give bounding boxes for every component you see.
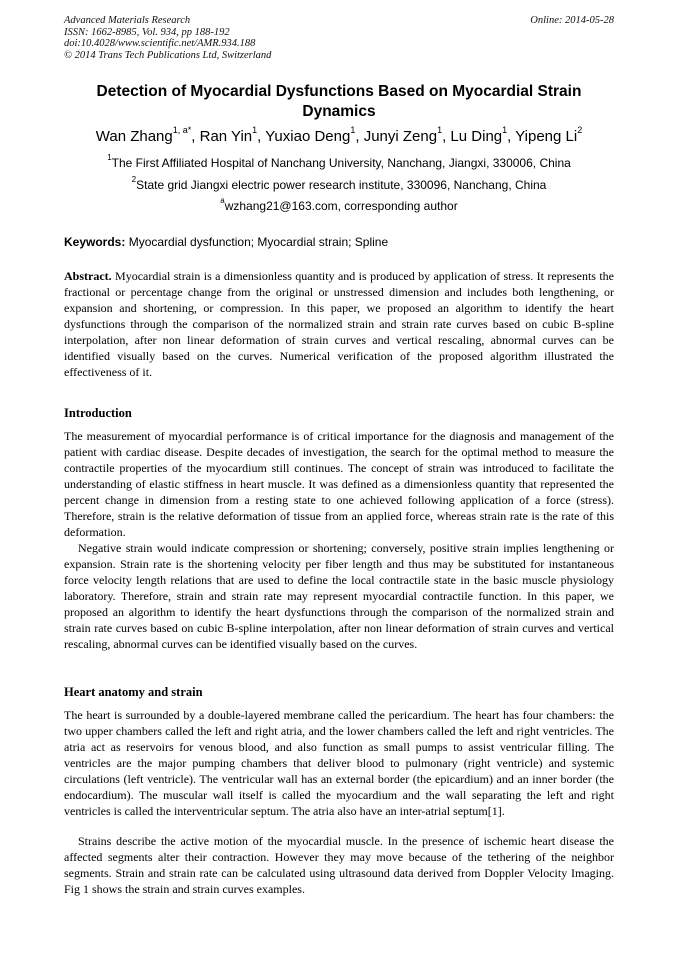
author-sup: 2	[577, 125, 583, 135]
intro-paragraph-2: Negative strain would indicate compression or shortening; conversely, positive strain implies lengthening or expansion. Strain rate is the shortening velocity per fiber length and thus may be substituted for instantaneous force velocity length relations that are used to define the local contractile state in the basic muscle physiology laboratory. Therefore, strain and strain rate may represent myocardial contractile function. In this paper, we proposed an algorithm to identify the heart dysfunctions through the comparison of the normalized strain and strain rate curves based on cubic B-spline interpolation, after non linear deformation of strain curves and vertical rescaling, abnormal curves can be identified visually based on the curves.	[64, 541, 614, 651]
affiliation-sup: 2	[131, 175, 137, 184]
keywords	[64, 235, 614, 249]
affiliation-text: The First Affiliated Hospital of Nanchang University, Nanchang, Jiangxi, 330006, China	[111, 156, 571, 170]
affiliation-text: wzhang21@163.com, corresponding author	[224, 199, 458, 213]
abstract-label: Abstract.	[64, 269, 112, 283]
keywords-label: Keywords:	[64, 235, 126, 249]
keywords-text: Myocardial dysfunction; Myocardial strain; Spline	[128, 235, 389, 249]
affiliation-sup: a	[220, 196, 225, 205]
author-name: Junyi Zeng	[363, 128, 438, 145]
author-name: Ran Yin	[199, 128, 253, 145]
anatomy-paragraph-2: Strains describe the active motion of the myocardial muscle. In the presence of ischemic heart disease the affected segments alter their contraction. However they may move because of the tethering of the neighbor segments. Strain and strain rate can be calculated using ultrasound data derived from Doppler Velocity Imaging. Fig 1 shows the strain and strain curves examples.	[64, 834, 614, 896]
section-heading-anatomy: Heart anatomy and strain	[64, 685, 203, 699]
anatomy-paragraph-1: The heart is surrounded by a double-layered membrane called the pericardium. The heart has four chambers: the two upper chambers called the left and right atria, and the lower chambers called the left and right ventricles. The atria act as reservoirs for venous blood, and also function as small pumps to assist ventricular filling. The ventricles are the major pumping chambers that deliver blood to pulmonary (right ventricle) and systemic circulations (left ventricle). The ventricular wall has an external border (the epicardium) and an inner border (the endocardium). The muscular wall itself is called the myocardium and the wall separating the left and right ventricles is called the interventricular septum. The atria also have an inter-atrial septum[1].	[64, 708, 614, 818]
author-sup: 1, a*	[172, 125, 192, 135]
author-name: Yuxiao Deng	[265, 128, 351, 145]
affiliation-1	[40, 153, 638, 170]
abstract-text: Myocardial strain is a dimensionless quantity and is produced by application of stress. It represents the fractional or percentage change from the original or unstressed dimension and includes both lengthening, or expansion and shortening, or compression. In this paper, we proposed an algorithm to identify the heart dysfunctions through the comparison of the normalized strain and strain rate curves based on cubic B-spline interpolation, after non linear deformation of strain curves and vertical rescaling, abnormal curves can be identified visually based on the curves. Numerical verification of the proposed algorithm illustrated the effectiveness of it.	[64, 269, 615, 379]
author-sup: 1	[437, 125, 443, 135]
online-date: Online: 2014-05-28	[530, 15, 614, 26]
affiliation-sup: 1	[107, 153, 112, 162]
author-sup: 1	[350, 125, 356, 135]
author-name: Wan Zhang	[95, 128, 173, 145]
issn-line: ISSN: 1662-8985, Vol. 934, pp 188-192	[64, 26, 230, 38]
affiliation-text: State grid Jiangxi electric power research institute, 330096, Nanchang, China	[136, 178, 547, 192]
author-list: Wan Zhang$^{1, a*}$, Ran Yin$^1$, Yuxiao Deng$^1$, Junyi Zeng$^1$, Lu Ding$^1$, Yipeng Li$^2$	[95, 125, 583, 145]
corresponding-email	[40, 196, 638, 213]
abstract	[64, 268, 614, 380]
affiliation-2	[40, 175, 638, 192]
journal-name: Advanced Materials Research	[64, 15, 191, 26]
intro-paragraph-1: The measurement of myocardial performance is of critical importance for the diagnosis and management of the patient with cardiac disease. Despite decades of investigation, the search for the optimal method to measure the contractile properties of the myocardium still continues. The concept of strain was introduced to facilitate the understanding of elastic stiffness in heart muscle. It was defined as a dimensionless quantity that represented the percent change in dimension from a resting state to one achieved following application of a force (stress). Therefore, strain is the relative deformation of tissue from an applied force, whereas strain rate is the rate of this deformation.	[64, 429, 614, 539]
paper-title: Detection of Myocardial Dysfunctions Based on Myocardial Strain Dynamics	[96, 83, 582, 120]
section-heading-introduction: Introduction	[64, 406, 132, 420]
copyright-line: © 2014 Trans Tech Publications Ltd, Switzerland	[64, 49, 272, 61]
journal-header	[64, 15, 464, 61]
author-name: Yipeng Li	[515, 128, 578, 145]
author-sup: 1	[502, 125, 508, 135]
doi-line: doi:10.4028/www.scientific.net/AMR.934.188	[64, 38, 256, 49]
author-sup: 1	[252, 125, 258, 135]
author-name: Lu Ding	[450, 128, 503, 145]
